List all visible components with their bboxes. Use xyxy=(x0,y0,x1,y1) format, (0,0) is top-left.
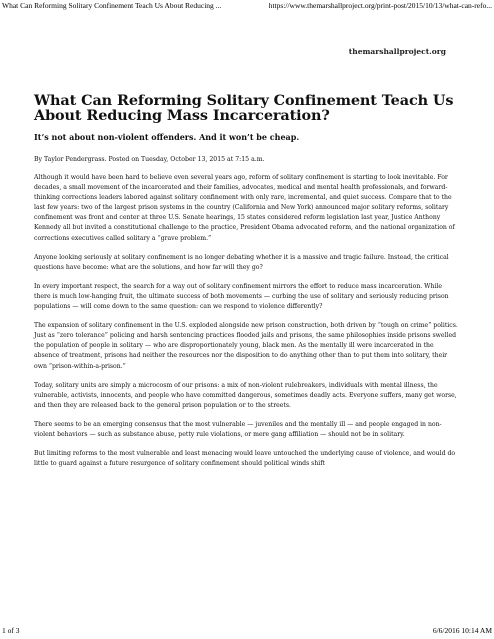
print-footer xyxy=(2,626,492,635)
article-headline: What Can Reforming Solitary Confinement Teach Us About Reducing Mass Incarceration? xyxy=(34,92,454,124)
article-body xyxy=(34,173,460,469)
body-paragraph: In every important respect, the search for a way out of solitary confinement mirrors the effort to reduce mass incarceration. While there is much low-hanging fruit, the ultimate success of both movements — curbing the use of solitary and seriously reducing prison populations — will come down to the same question: can we respond to violence differently? xyxy=(34,282,449,311)
article-dek: It’s not about non-violent offenders. And it won’t be cheap. xyxy=(34,132,300,142)
site-logo: themarshallproject.org xyxy=(348,47,446,56)
body-paragraph: The expansion of solitary confinement in the U.S. exploded alongside new prison construction, both driven by “tough on crime” politics. Just as “zero tolerance” policing and harsh sentencing practices flooded jails and prisons, the same philosophies inside prisons swelled the population of people in solitary — who are disproportionately young, black men. As the mentally ill were incarcerated in the absence of treatment, prisons had neither the resources nor the disposition to do anything other than to put them into solitary, their own “prison-within-a-prison.” xyxy=(34,322,458,370)
body-paragraph: There seems to be an emerging consensus that the most vulnerable — juveniles and the mentally ill — and people engaged in non-violent behaviors — such as substance abuse, petty rule violations, or mere gang affiliation — should not be in solitary. xyxy=(34,420,442,438)
page-number: 1 of 3 xyxy=(2,626,20,635)
body-paragraph: Although it would have been hard to believe even several years ago, reform of solitary confinement is starting to look inevitable. For decades, a small movement of the incarcerated and their families, advocates, medical and mental health professionals, and forward-thinking corrections leaders labored against solitary confinement with only rare, incremental, and quiet success. Compare that to the last few years: two of the largest prison systems in the country (California and New York) announced major solitary reforms, solitary confinement was front and center at three U.S. Senate hearings, 15 states considered reform legislation last year, Justice Anthony Kennedy all but invited a constitutional challenge to the practice, President Obama advocated reform, and the national organization of corrections executives called solitary a “grave problem.” xyxy=(34,174,455,242)
print-url: https://www.themarshallproject.org/print-post/2015/10/13/what-can-refo... xyxy=(268,1,492,10)
body-paragraph: Anyone looking seriously at solitary confinement is no longer debating whether it is a massive and tragic failure. Instead, the critical questions have become: what are the solutions, and how far will they go? xyxy=(34,253,449,271)
body-paragraph: But limiting reforms to the most vulnerable and least menacing would leave untouched the underlying cause of violence, and would do little to guard against a future resurgence of solitary confinement should political winds shift xyxy=(34,450,456,468)
print-header xyxy=(2,1,492,10)
article-byline: By Taylor Pendergrass. Posted on Tuesday, October 13, 2015 at 7:15 a.m. xyxy=(34,156,265,163)
print-timestamp: 6/6/2016 10:14 AM xyxy=(432,626,492,635)
print-page-title: What Can Reforming Solitary Confinement Teach Us About Reducing ... xyxy=(2,1,222,10)
body-paragraph: Today, solitary units are simply a microcosm of our prisons: a mix of non-violent rulebreakers, individuals with mental illness, the vulnerable, activists, innocents, and people who have committed dangerous, sometimes deadly acts. Everyone suffers, many get worse, and then they are released back to the general prison population or to the streets. xyxy=(34,381,457,409)
article xyxy=(34,93,460,478)
